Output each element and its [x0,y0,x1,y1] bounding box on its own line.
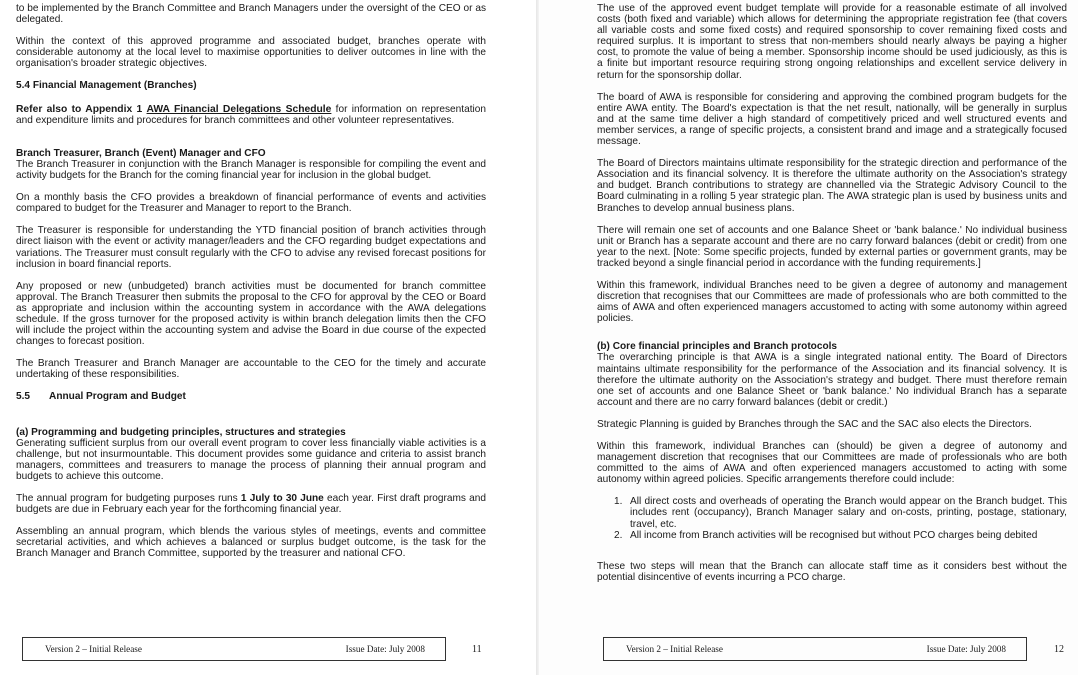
monthly-paragraph: On a monthly basis the CFO provides a breakdown of financial performance of events and activities compared to budget for the Treasurer and Manager to report to the Branch. [16,192,486,215]
template-paragraph: The use of the approved event budget template will provide for a reasonable estimate of all involved costs (both fixed and variable) which allows for determining the appropriate registration fee (that covers all variable costs and some fixed costs) and required sponsorship to cover remaining fixed costs and required surplus. It is important to stress that non-members should nearly always be paying a higher cost, to promote the value of being a member. Sponsorship income should be used judiciously, as this is a finite but important resource requiring strong ongoing relationships and excellent service delivery in return for the sponsorship dollar. [597,3,1067,81]
document-page-right [539,0,1078,675]
accounts-paragraph: There will remain one set of accounts and one Balance Sheet or 'bank balance.' No individual business unit or Branch has a separate account and there are no carry forward balances (debit or credit) from one year to the next. [Note: Some specific projects, funded by external parties or government grants, may be tracked beyond a single financial period in accordance with the funding requirements.] [597,224,1067,269]
footer-issue-date: Issue Date: July 2008 [345,644,425,654]
assembling-paragraph: Assembling an annual program, which blends the various styles of meetings, events and committee secretarial activities, and which achieves a balanced or surplus budget outcome, is the task for the Branch Manager and Branch Committee, supported by the treasurer and national CFO. [16,526,486,560]
page-footer [603,637,1027,661]
context-paragraph: Within the context of this approved programme and associated budget, branches operate with considerable autonomy at the local level to maximise opportunities to deliver outcomes in line with the organisation's broader strategic objectives. [16,36,486,70]
refer-rest: for information on representation and expenditure limits and procedures for branch committees and other volunteer representatives. [16,103,486,126]
right-text-column [597,3,1067,594]
framework-paragraph: Within this framework, individual Branches need to be given a degree of autonomy and management discretion that recognises that our Committees are made of professionals who are both committed to the aims of AWA and often experienced managers accustomed to acting with some autonomy within agreed policies. [597,279,1067,325]
annual-dates: 1 July to 30 June [240,493,324,504]
annual-text-b: each year. First draft programs and budgets are due in February each year for the forthcoming financial year. [16,493,487,516]
list-item [614,530,1067,541]
page-footer [22,637,446,661]
left-text-column [16,3,486,570]
overarching-paragraph: The overarching principle is that AWA is a single integrated national entity. The Board of Directors maintains ultimate responsibility for the performance of the Association and its financial solvency. It is therefore the ultimate authority on the Association's strategy and budget. There must therefore remain one set of accounts and one Balance Sheet or 'bank balance.' No individual Branch has a separate account and there are no carry forward balances (debit or credit.) [597,352,1067,408]
ytd-paragraph: The Treasurer is responsible for understanding the YTD financial position of branch activities through direct liaison with the event or activity manager/leaders and the CFO regarding budget expectations and variations. The Treasurer must consult regularly with the CFO to advise any revised forecast positions for inclusion in board financial reports. [16,225,486,270]
surplus-paragraph: Generating sufficient surplus from our overall event program to cover less financially viable activities is a challenge, but not insurmountable. This document provides some guidance and criteria to assist branch managers, committees and treasurers to manage the process of planning their annual program and budgets to achieve this outcome. [16,437,486,482]
list-item-number: 1. [614,496,623,508]
treasurer-heading: Branch Treasurer, Branch (Event) Manager and CFO [16,147,266,159]
refer-lead: Refer also to Appendix 1 [16,103,143,115]
list-item-text: All income from Branch activities will be recognised but without PCO charges being debited [630,529,1038,541]
section-5-4-heading: 5.4 Financial Management (Branches) [16,80,197,92]
directors-paragraph: The Board of Directors maintains ultimate responsibility for the strategic direction and performance of the Association and its financial solvency. It is therefore the ultimate authority on the Association's strategy and budget. Branch contributions to strategy are channelled via the Strategic Advisory Council to the Board culminating in a rolling 5 year strategic plan. The AWA strategic plan is used by business units and Branches to develop annual business plans. [597,158,1067,214]
framework2-paragraph: Within this framework, individual Branches can (should) be given a degree of autonomy and management discretion that recognises that our Committees are made of professionals who are both committed to the aims of AWA and often experienced managers accustomed to acting with some autonomy within agreed policies. Specific arrangements therefore could include: [597,441,1067,486]
two-steps-paragraph: These two steps will mean that the Branch can allocate staff time as it considers best without the potential disincentive of events incurring a PCO charge. [597,560,1067,583]
page-number: 12 [1054,644,1064,655]
subsection-b-heading: (b) Core financial principles and Branch protocols [597,341,838,353]
section-5-5-number: 5.5 [16,391,31,403]
arrangements-list [597,496,1067,540]
unbudgeted-paragraph: Any proposed or new (unbudgeted) branch activities must be documented for branch committee approval. The Branch Treasurer then submits the proposal to the CFO for approval by the CEO or Board as appropriate and inclusion within the accounting system in accordance with the AWA delegations schedule. If the gross turnover for the proposed activity is within branch delegation limits then the CFO will include the project within the accounting system and advise the Board in due course of the expected changes to forecast position. [16,280,486,348]
list-item-text: All direct costs and overheads of operating the Branch would appear on the Branch budget. This includes rent (occupancy), Branch Manager salary and on-costs, printing, postage, stationary, travel, etc. [630,496,1067,530]
page-number: 11 [472,644,482,655]
delegations-schedule-link[interactable]: AWA Financial Delegations Schedule [146,103,332,115]
section-5-5-heading [16,391,486,402]
annual-program-paragraph [16,493,486,515]
section-5-5-title: Annual Program and Budget [49,391,186,403]
annual-text-a: The annual program for budgeting purposes runs [16,493,241,504]
strategic-paragraph: Strategic Planning is guided by Branches through the SAC and the SAC also elects the Directors. [597,418,1032,430]
accountable-paragraph: The Branch Treasurer and Branch Manager are accountable to the CEO for the timely and accurate undertaking of these responsibilities. [16,358,486,381]
intro-continued: to be implemented by the Branch Committee and Branch Managers under the oversight of the CEO or as delegated. [16,3,486,26]
footer-issue-date: Issue Date: July 2008 [926,644,1006,654]
refer-paragraph [16,104,486,126]
footer-version: Version 2 – Initial Release [626,644,723,654]
footer-version: Version 2 – Initial Release [45,644,142,654]
list-item-number: 2. [614,529,623,541]
list-item [614,496,1067,529]
treasurer-paragraph: The Branch Treasurer in conjunction with the Branch Manager is responsible for compiling the event and activity budgets for the Branch for the coming financial year for inclusion in the global budget. [16,158,486,182]
subsection-a-heading: (a) Programming and budgeting principles, structures and strategies [16,426,346,438]
board-paragraph: The board of AWA is responsible for considering and approving the combined program budgets for the entire AWA entity. The Board's expectation is that the net result, nationally, will be generally in surplus and at the same time deliver a high standard of competitively priced and well structured events and member services, a range of specific projects, a consistent brand and image and a strategically focused message. [597,91,1067,148]
